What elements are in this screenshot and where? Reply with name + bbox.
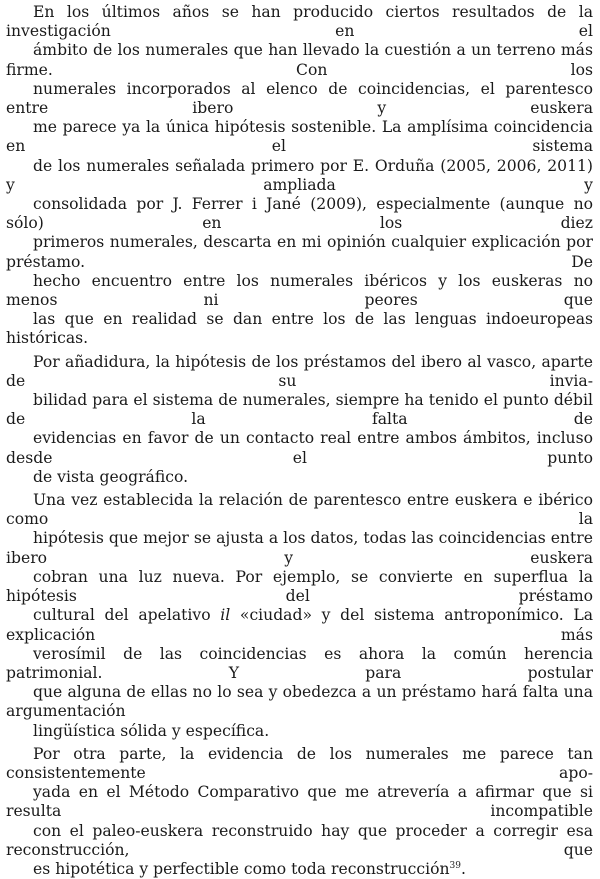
text-line: Por otra parte, la evidencia de los numerales me parece tan consistentemente apo- <box>6 744 593 782</box>
paragraph-3 <box>6 491 593 741</box>
italic-term: il <box>220 606 231 625</box>
paragraph-4 <box>6 745 593 879</box>
text-line: cobran una luz nueva. Por ejemplo, se convierte en superflua la hipótesis del préstamo <box>6 567 593 606</box>
footnote-marker[interactable]: 39 <box>449 860 461 871</box>
paragraph-2 <box>6 353 593 487</box>
text-line: evidencias en favor de un contacto real entre ambos ámbitos, incluso desde el punto <box>6 429 593 467</box>
text-line: primeros numerales, descarta en mi opinión cualquier explicación por préstamo. De <box>6 233 593 271</box>
text-line: consolidada por J. Ferrer i Jané (2009), especialmente (aunque no sólo) en los diez <box>6 195 593 233</box>
text-segment: «ciudad» y del sistema antroponímico. La explicación más <box>6 606 593 644</box>
text-line-with-footnote <box>6 860 593 879</box>
text-segment: . <box>461 859 466 878</box>
text-line-with-italic <box>6 606 593 644</box>
paragraph-1 <box>6 3 593 349</box>
text-line: En los últimos años se han producido ciertos resultados de la investigación en el <box>6 3 593 41</box>
text-line: verosímil de las coincidencias es ahora la común herencia patrimonial. Y para postular <box>6 644 593 682</box>
text-segment: cultural del apelativo <box>33 606 221 625</box>
text-line: con el paleo-euskera reconstruido hay que proceder a corregir esa reconstrucción, que <box>6 821 593 859</box>
text-line: bilidad para el sistema de numerales, siempre ha tenido el punto débil de la falta de <box>6 391 593 429</box>
text-line: hipótesis que mejor se ajusta a los datos, todas las coincidencias entre ibero y euskera <box>6 529 593 567</box>
text-line: ámbito de los numerales que han llevado la cuestión a un terreno más firme. Con los <box>6 41 593 79</box>
text-line: Una vez establecida la relación de parentesco entre euskera e ibérico como la <box>6 491 593 529</box>
text-line: que alguna de ellas no lo sea y obedezca a un préstamo hará falta una argumentación <box>6 683 593 721</box>
text-line: me parece ya la única hipótesis sostenible. La amplísima coincidencia en el sistema <box>6 118 593 156</box>
text-line: yada en el Método Comparativo que me atrevería a afirmar que si resulta incompatible <box>6 783 593 821</box>
text-line: numerales incorporados al elenco de coincidencias, el parentesco entre ibero y euskera <box>6 79 593 118</box>
text-line: de vista geográfico. <box>33 467 189 486</box>
text-line: Por añadidura, la hipótesis de los préstamos del ibero al vasco, aparte de su invia- <box>6 352 593 390</box>
text-segment: es hipotética y perfectible como toda reconstrucción <box>33 859 450 878</box>
text-line: lingüística sólida y específica. <box>33 721 270 740</box>
text-line: las que en realidad se dan entre los de las lenguas indoeuropeas históricas. <box>6 310 593 348</box>
text-line: hecho encuentro entre los numerales ibéricos y los euskeras no menos ni peores que <box>6 271 593 310</box>
text-line: de los numerales señalada primero por E. Orduña (2005, 2006, 2011) y ampliada y <box>6 156 593 194</box>
